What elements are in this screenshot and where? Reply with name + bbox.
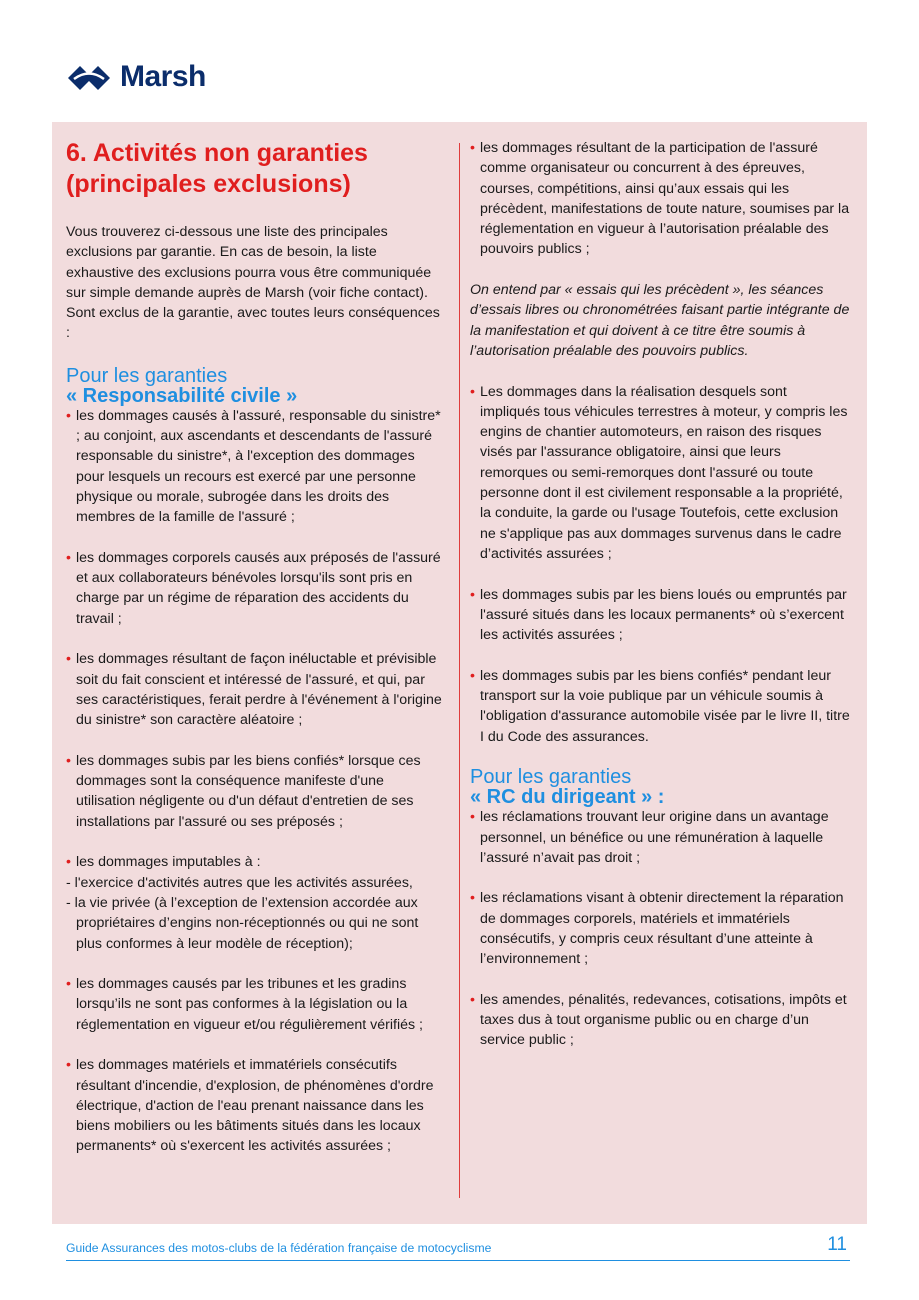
footer-rule xyxy=(66,1260,850,1261)
brand-name: Marsh xyxy=(120,60,206,93)
marsh-wave-icon xyxy=(66,62,112,92)
list-item: • les réclamations trouvant leur origine dans un avantage personnel, un bénéfice ou une rémunération à laquelle l’assuré n’avait pas droit ; xyxy=(470,807,850,868)
list-item: • les dommages causés par les tribunes et les gradins lorsqu’ils ne sont pas conformes à la législation ou la réglementation en vigueur et/ou régulièrement vérifiés ; xyxy=(66,974,446,1035)
list-item-imputable xyxy=(66,852,446,953)
rc-civile-heading-line1: Pour les garanties xyxy=(66,364,228,387)
footer-guide-title: Guide Assurances des motos-clubs de la fédération française de motocyclisme xyxy=(66,1241,492,1255)
list-item: • les dommages subis par les biens confiés* lorsque ces dommages sont la conséquence manifeste d'une utilisation négligente ou d'un défaut d'entretien de ses installations par l'assuré ou ses préposés ; xyxy=(66,751,446,832)
list-item: • les dommages résultant de la participation de l'assuré comme organisateur ou concurrent à des épreuves, courses, compétitions, ainsi qu’aux essais qui les précèdent, manifestations de toute nature, soumises par la réglementation en vigueur à l’autorisation préalable des pouvoirs publics ; xyxy=(470,138,850,260)
rc-civile-heading xyxy=(66,366,446,406)
list-item: • les dommages causés à l'assuré, responsable du sinistre* ; au conjoint, aux ascendants et descendants de l'assuré responsable du sinistre*, à l'exception des dommages pour lesquels un recours est exercé par une personne physique ou morale, subrogée dans les droits des membres de la famille de l'assuré ; xyxy=(66,406,446,528)
rc-dirigeant-list xyxy=(470,807,850,1051)
section-intro: Vous trouverez ci-dessous une liste des principales exclusions par garantie. En cas de besoin, la liste exhaustive des exclusions pourra vous être communiquée sur simple demande auprès de Marsh (voir fiche contact). Sont exclus de la garantie, avec toutes leurs conséquences : xyxy=(66,224,440,342)
list-item: • Les dommages dans la réalisation desquels sont impliqués tous véhicules terrestres à moteur, y compris les engins de chantier automoteurs, en raison des risques visés par l'assurance obligatoire, ainsi que leurs remorques ou semi-remorques dont l'assuré ou toute personne dont il est civilement responsable a la propriété, la conduite, la garde ou l'usage Toutefois, cette exclusion ne s'applique pas aux dommages survenus dans le cadre d’activités assurées ; xyxy=(470,382,850,565)
section-title: 6. Activités non garanties (principales exclusions) xyxy=(66,139,368,198)
right-list-bottom xyxy=(470,382,850,747)
rc-dirigeant-heading-line1: Pour les garanties xyxy=(470,766,632,789)
column-divider xyxy=(459,143,460,1198)
list-item: • les dommages résultant de façon inéluctable et prévisible soit du fait conscient et intéressé de l'assuré, et qui, par ses caractéristiques, ferait perdre à l'événement à l'origine du sinistre* son caractère aléatoire ; xyxy=(66,649,446,730)
essais-note: On entend par « essais qui les précèdent », les séances d’essais libres ou chronométrées faisant partie intégrante de la manifestation et qui doivent à ce titre être soumis à l’autorisation préalable des pouvoirs publics. xyxy=(470,282,850,359)
left-column xyxy=(66,138,446,1177)
list-item: • les dommages corporels causés aux préposés de l'assuré et aux collaborateurs bénévoles lorsqu'ils sont pris en charge par un régime de réparation des accidents du travail ; xyxy=(66,548,446,629)
right-column xyxy=(470,138,850,1071)
list-item: • les dommages subis par les biens loués ou empruntés par l'assuré situés dans les locaux permanents* où s’exercent les activités assurées ; xyxy=(470,585,850,646)
list-item: • les amendes, pénalités, redevances, cotisations, impôts et taxes dus à tout organisme public ou en charge d’un service public ; xyxy=(470,990,850,1051)
imputable-sub-2: - la vie privée (à l’exception de l’extension accordée aux propriétaires d’engins non-réceptionnés ou qui ne sont plus conformes à leur modèle de réception); xyxy=(66,894,419,952)
page-number: 11 xyxy=(827,1234,847,1255)
rc-civile-heading-line2: « Responsabilité civile » xyxy=(66,384,298,407)
imputable-sub-1: - l'exercice d'activités autres que les activités assurées, xyxy=(66,874,413,891)
list-item: • les dommages matériels et immatériels consécutifs résultant d'incendie, d'explosion, de phénomènes d'ordre électrique, d'action de l'eau prenant naissance dans les biens mobiliers ou les bâtiments situés dans les locaux permanents* où s'exercent les activités assurées ; xyxy=(66,1055,446,1156)
list-item: • les dommages subis par les biens confiés* pendant leur transport sur la voie publique par un véhicule soumis à l'obligation d'assurance automobile visée par le livre II, titre I du Code des assurances. xyxy=(470,666,850,747)
imputable-lead: les dommages imputables à : xyxy=(76,854,261,871)
rc-dirigeant-heading xyxy=(470,767,850,807)
rc-dirigeant-heading-line2: « RC du dirigeant » : xyxy=(470,786,665,809)
rc-civile-list xyxy=(66,406,446,1157)
list-item: • les réclamations visant à obtenir directement la réparation de dommages corporels, matériels et immatériels consécutifs, y compris ceux résultant d’une atteinte à l’environnement ; xyxy=(470,888,850,969)
marsh-logo xyxy=(66,60,206,94)
right-list-top xyxy=(470,138,850,260)
